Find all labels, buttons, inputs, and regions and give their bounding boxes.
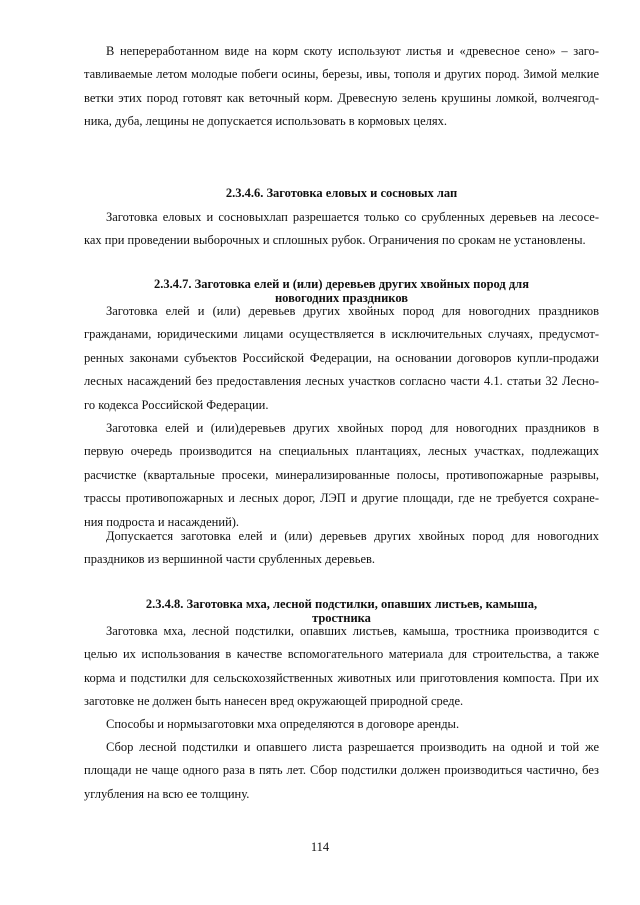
- text-line: расчистке (квартальные просеки, минерализированные полосы, противопожарные разрывы,: [84, 467, 599, 482]
- paragraph-moss-litter: [84, 620, 599, 714]
- text-line: ках при проведении выборочных и сплошных рубок. Ограничения по срокам не установлены.: [84, 233, 586, 248]
- text-line: ренных законами субъектов Российской Федерации, на основании договоров купли-продажи: [84, 350, 599, 365]
- paragraph-treetops: [84, 525, 599, 572]
- text-line: го кодекса Российской Федерации.: [84, 397, 269, 412]
- text-line: Заготовка елей и (или) деревьев других хвойных пород для новогодних праздников: [106, 304, 599, 318]
- paragraph-spruce-branches: [84, 206, 599, 253]
- text-line: Способы и нормызаготовки мха определяются в договоре аренды.: [106, 717, 460, 731]
- heading-line: тростника: [312, 611, 371, 625]
- heading-line: 2.3.4.8. Заготовка мха, лесной подстилки, опавших листьев, камыша,: [145, 597, 538, 611]
- text-line: первую очередь производится на специальных плантациях, лесных участках, подлежащих: [84, 444, 599, 459]
- heading-line: новогодних праздников: [274, 291, 409, 305]
- text-line: Допускается заготовка елей и (или) деревьев других хвойных пород для новогодних: [106, 529, 599, 543]
- paragraph-new-year-trees: [84, 300, 599, 417]
- text-line: ветки этих пород готовят как веточный корм. Древесную зелень крушины ломкой, волчеягод-: [84, 90, 599, 105]
- text-line: заготовке не должен быть нанесен вред окружающей природной среде.: [84, 694, 464, 709]
- text-line: Сбор лесной подстилки и опавшего листа разрешается производить на одной и той же: [106, 740, 599, 754]
- heading-line: 2.3.4.6. Заготовка еловых и сосновых лап: [225, 186, 458, 200]
- paragraph-litter-collection: [84, 736, 599, 806]
- paragraph-moss-methods: [84, 713, 599, 736]
- page-number: 114: [310, 840, 330, 854]
- paragraph-new-year-trees-sites: [84, 417, 599, 534]
- paragraph-fodder: [84, 40, 599, 134]
- text-line: площади не чаще одного раза в пять лет. Сбор подстилки должен производиться частично, без: [84, 763, 599, 778]
- text-line: Заготовка елей и (или)деревьев других хвойных пород для новогодних праздников в: [106, 421, 599, 435]
- text-line: углубления на всю ее толщину.: [84, 786, 250, 801]
- text-line: целью их использования в качестве вспомогательного материала для строительства, а также: [84, 647, 599, 662]
- text-line: гражданами, юридическими лицами осуществляется в исключительных случаях, предусмот-: [84, 327, 599, 342]
- text-line: трассы противопожарных и лесных дорог, ЛЭП и другие площади, где не требуется сохране-: [84, 491, 599, 506]
- text-line: Заготовка еловых и сосновыхлап разрешается только со срубленных деревьев на лесосе-: [106, 210, 599, 224]
- text-line: лесных насаждений без предоставления лесных участков согласно части 4.1. статьи 32 Лесно-: [84, 374, 599, 389]
- text-line: тавливаемые летом молодые побеги осины, березы, ивы, тополя и других пород. Зимой мелкие: [84, 67, 599, 82]
- text-line: корма и подстилки для сельскохозяйственных животных или приготовления компоста. При их: [84, 670, 599, 685]
- text-line: ния подроста и насаждений).: [84, 514, 240, 529]
- text-line: Заготовка мха, лесной подстилки, опавших листьев, камыша, тростника производится с: [106, 624, 599, 638]
- text-line: праздников из вершинной части срубленных деревьев.: [84, 552, 376, 567]
- text-line: ника, дуба, лещины не допускается использовать в кормовых целях.: [84, 114, 447, 129]
- text-line: В непереработанном виде на корм скоту используют листья и «древесное сено» – заго-: [106, 44, 599, 58]
- heading-line: 2.3.4.7. Заготовка елей и (или) деревьев других хвойных пород для: [154, 277, 529, 291]
- section-heading-2-3-4-6: [84, 186, 599, 200]
